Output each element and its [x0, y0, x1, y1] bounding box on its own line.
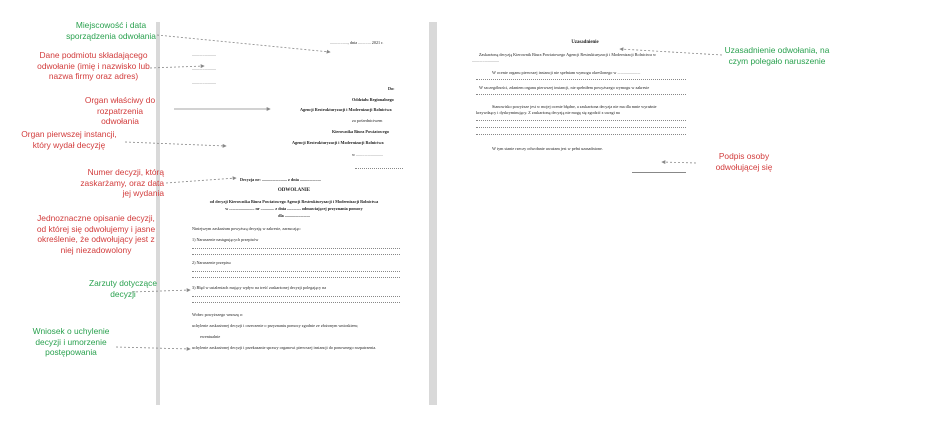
para-4-dots-b	[476, 127, 686, 128]
annotation-justification: Uzasadnienie odwołania, na czym polegało naruszenie	[724, 45, 830, 66]
para-3-dots	[476, 94, 686, 95]
point-1: 1) Naruszenie następujących przepisów	[192, 237, 259, 242]
justification-closing: W tym stanie rzeczy odwołanie uważam jest w pełni uzasadnione.	[492, 146, 603, 151]
office-line-1: Kierownika Biura Powiatowego	[332, 129, 389, 134]
office-extra-line	[355, 168, 403, 169]
signature-line	[632, 172, 686, 173]
applicant-dots-2: .......................	[192, 66, 217, 71]
annotation-applicant: Dane podmiotu składającego odwołanie (imię i nazwisko lub nazwa firmy oraz adres)	[37, 50, 150, 81]
annotation-dissatisfaction: Jednoznaczne opisanie decyzji, od której się odwołujemy i jasne określenie, że odwołujący jest z niej niezadowolony	[36, 213, 156, 255]
point-3-dots-b	[192, 302, 400, 303]
justification-para-3: W szczególności, zdaniem organu pierwszej instancji, nie spełniłem powyższego wymogu w zakresie	[479, 85, 650, 90]
via-label: za pośrednictwem	[352, 118, 383, 123]
para-4-dots-c	[476, 134, 686, 135]
request-2: uchylenie zaskarżonej decyzji i przekazanie sprawy organowi pierwszej instancji do ponownego rozpatrzenia.	[192, 345, 377, 350]
annotation-decision-number: Numer decyzji, którą zaskarżamy, oraz data jej wydania	[80, 167, 164, 198]
justification-para-4b: krzywdzący i dyskryminujący. Z zaskarżoną decyzją nie mogę się zgodzić z uwagi na	[476, 110, 620, 115]
decision-line: Decyzja nr: ........................ z dnia ....................	[240, 177, 321, 182]
point-2-dots-a	[192, 271, 400, 272]
page-2-left-edge	[433, 22, 437, 405]
document-title: ODWOŁANIE	[277, 188, 311, 193]
annotation-charges: Zarzuty dotyczące decyzji	[89, 278, 157, 299]
office-line-2: Agencji Restrukturyzacji i Modernizacji Rolnictwa	[292, 140, 384, 145]
para-2-dots	[476, 79, 686, 80]
request-or: ewentualnie	[200, 334, 221, 339]
applicant-dots-3: .......................	[192, 80, 217, 85]
recipient-line-1: Oddziału Regionalnego	[352, 97, 394, 102]
justification-para-2: W ocenie organu pierwszej instancji nie spełniam wymogu określonego w ......................	[492, 70, 641, 75]
justification-para-4: Stanowisko powyższe jest w mojej ocenie błędne, a zaskarżona decyzja nie ma dla mnie wyraźnie	[492, 104, 657, 109]
recipient-line-2: Agencji Restrukturyzacji i Modernizacji Rolnictwa	[300, 107, 392, 112]
subtitle-line-3: dla ........................	[278, 213, 310, 218]
subtitle-line-1: od decyzji Kierownika Biura Powiatowego Agencji Restrukturyzacji i Modernizacji Rolnictwa	[209, 199, 379, 204]
point-2-dots-b	[192, 277, 400, 278]
to-label: Do:	[388, 86, 395, 91]
request-1: uchylenie zaskarżonej decyzji i orzeczenie o przyznaniu pomocy zgodnie ze złożonym wnioskiem;	[192, 323, 358, 328]
arrow-signature	[662, 162, 696, 163]
annotation-first-instance: Organ pierwszej instancji, który wydał decyzję	[21, 129, 117, 150]
request-intro: Wobec powyższego wnoszę o:	[192, 312, 244, 317]
annotation-authority: Organ właściwy do rozpatrzenia odwołania	[84, 95, 156, 126]
annotation-place-date: Miejscowość i data sporządzenia odwołania	[66, 20, 156, 41]
justification-heading: Uzasadnienie	[571, 40, 599, 45]
point-1-dots-b	[192, 254, 400, 255]
justification-para-1: Zaskarżoną decyzją Kierownik Biura Powiatowego Agencji Restrukturyzacji i Modernizacji Rolnictwa w	[479, 52, 656, 57]
point-1-dots-a	[192, 248, 400, 249]
office-city: w ..........................	[352, 152, 384, 157]
subtitle-line-2: w ........................ nr ............. z dnia ............. odmawiającej przyznania pomocy	[225, 206, 363, 211]
point-3: 3) Błąd w ustaleniach mający wpływ na treść zaskarżonej decyzji polegający na	[192, 285, 327, 290]
para-4-dots-a	[476, 120, 686, 121]
applicant-dots-1: .......................	[192, 52, 217, 57]
annotation-motion: Wniosek o uchylenie decyzji i umorzenie postępowania	[32, 326, 110, 357]
justification-para-1b: ..........................	[472, 58, 500, 63]
annotation-signature: Podpis osoby odwołującej się	[715, 151, 773, 172]
date-line: ................., dnia ............ 2021 r.	[330, 40, 384, 45]
point-2: 2) Naruszenie przepisu	[192, 260, 231, 265]
body-intro: Niniejszym zaskarżam powyższą decyzję w zakresie, zarzucając:	[192, 226, 302, 231]
point-3-dots-a	[192, 296, 400, 297]
